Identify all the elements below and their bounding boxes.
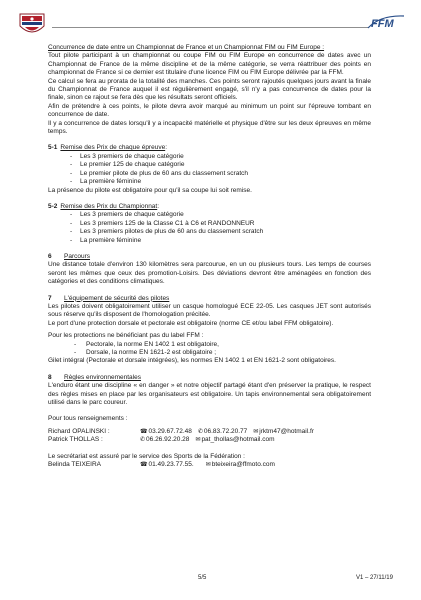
section-title: L'équipement de sécurité des pilotes <box>64 294 170 302</box>
contact-mobile: 06.83.72.20.77 <box>203 427 248 435</box>
intro-title: Concurrence de date entre un Championnat de France et un Championnat FIM ou FIM Europe : <box>48 44 325 51</box>
protection-list <box>48 341 371 358</box>
section-number: 5-2 <box>48 202 58 210</box>
intro-paragraph: Tout pilote participant à un championnat ou coupe FIM ou FIM Europe en concurrence de dates avec un Championnat de France de la même discipline et de la même catégorie, se verra réattribuer des points en championnat de France si ce dernier est titulaire d'une licence FIM ou FIM Europe délivrée par la FFM. <box>48 52 371 77</box>
contact-mobile: 06.26.92.20.28 <box>146 436 190 444</box>
section-title: Règles environnementales <box>64 373 141 381</box>
section-text: Une distance totale d'environ 130 kilomètres sera parcourue, en un ou plusieurs tours. Les temps de courses seront les mêmes que ceux des promotion-Loisirs. Des déviations devront être aménagées en fonction des catégories et des conditions climatiques. <box>48 261 371 286</box>
section-colon: : <box>165 144 167 152</box>
email-icon: ✉ <box>205 461 211 469</box>
contact-email[interactable]: jrktm47@hotmail.fr <box>259 427 314 435</box>
intro-paragraph: Il y a concurrence de dates lorsqu'il y a incapacité matérielle et physique d'être sur les deux épreuves en même temps. <box>48 119 371 136</box>
header-divider <box>52 27 368 28</box>
contacts-intro: Pour tous renseignements : <box>48 415 128 423</box>
ffm-logo-text: FFM <box>371 18 394 30</box>
contact-name: Richard OPALINSKI : <box>48 427 110 435</box>
mobile-phone-icon: ✆ <box>197 427 203 435</box>
mobile-phone-icon: ✆ <box>140 436 146 444</box>
section-text: L'enduro étant une discipline « en danger » et notre objectif partagé étant d'en préserver la pratique, le respect des règles mises en place par les organisateurs est obligatoire. Un tapis environnemental sera obligatoirement utilisé dans le parc coureur. <box>48 382 371 407</box>
section-number: 8 <box>48 373 52 381</box>
document-version: V1 – 27/11/19 <box>356 575 393 581</box>
phone-icon: ☎ <box>140 461 148 469</box>
section-number: 7 <box>48 294 52 302</box>
intro-paragraph: Afin de prétendre à ces points, le pilote devra avoir marqué au minimum un point sur l'épreuve tombant en concurrence de date. <box>48 102 371 119</box>
email-icon: ✉ <box>253 427 259 435</box>
championship-prize-list <box>48 211 371 245</box>
list-item: - Les 3 premiers de chaque catégorie <box>70 211 371 219</box>
prize-note: La présence du pilote est obligatoire pour qu'il sa coupe lui soit remise. <box>48 186 252 194</box>
contact-row <box>48 436 371 444</box>
contact-email[interactable]: pat_thollas@hotmail.com <box>201 436 275 444</box>
section-5-2-heading <box>48 203 371 211</box>
contact-name: Patrick THOLLAS : <box>48 436 103 444</box>
section-8-heading <box>48 374 371 382</box>
email-icon: ✉ <box>195 436 201 444</box>
section-title: Parcours <box>64 252 91 260</box>
intro-paragraph: Ce calcul se fera au prorata de la totalité des manches. Ces points seront rajoutés quelques jours avant la finale du Championnat de France auquel il est régulièrement engagé, s'il n'y a pas concurrence de dates pour la finale, sinon ce rajout se fera dès que les résultats seront officiels. <box>48 77 371 102</box>
section-title: Remise des Prix de chaque épreuve <box>60 144 166 152</box>
section-text: Le port d'une protection dorsale et pectorale est obligatoire (norme CE et/ou label FFM obligatoire). <box>48 319 334 327</box>
list-item: - Les 3 premiers pilotes de plus de 60 ans du classement scratch <box>70 228 371 236</box>
section-text: Les pilotes doivent obligatoirement utiliser un casque homologué ECE 22-05. Les casques JET sont autorisés sous réserve qu'ils disposent de l'homologation précitée. <box>48 302 371 319</box>
club-crest-icon <box>16 10 48 40</box>
contact-row <box>48 428 371 436</box>
list-item: - Pectorale, la norme EN 1402 1 est obligatoire, <box>74 341 371 349</box>
section-colon: : <box>157 202 160 210</box>
section-number: 6 <box>48 252 52 260</box>
list-item: - Les 3 premiers 125 de la Classe C1 à C6 et RANDONNEUR <box>70 220 371 228</box>
phone-icon: ☎ <box>140 427 148 435</box>
section-5-1-heading <box>48 144 371 152</box>
secretariat-text: Le secrétariat est assuré par le service des Sports de la Fédération : <box>48 452 245 460</box>
section-title: Remise des Prix du Championnat <box>60 202 158 210</box>
section-text: Gilet intégral (Pectorale et dorsale intégrées), les normes EN 1402 1 et EN 1621-2 sont obligatoires. <box>48 357 336 365</box>
secretary-name: Belinda TEIXEIRA <box>48 461 101 469</box>
list-item: - La première féminine <box>70 178 371 186</box>
secretary-phone: 01.49.23.77.55. <box>148 461 194 469</box>
section-7-heading <box>48 295 371 303</box>
list-item: - Les 3 premiers de chaque catégorie <box>70 153 371 161</box>
section-6-heading <box>48 253 371 261</box>
prize-list <box>48 153 371 187</box>
page-number: 5/5 <box>198 575 207 581</box>
contact-phone: 03.29.67.72.48 <box>148 427 192 435</box>
section-number: 5-1 <box>48 144 58 152</box>
section-text: Pour les protections ne bénéficiant pas du label FFM : <box>48 332 204 340</box>
list-item: - Dorsale, la norme EN 1621-2 est obligatoire ; <box>74 349 371 357</box>
secretary-email[interactable]: bteixeira@ffmoto.com <box>211 461 275 469</box>
list-item: - Le premier pilote de plus de 60 ans du classement scratch <box>70 170 371 178</box>
list-item: - Le premier 125 de chaque catégorie <box>70 161 371 169</box>
secretary-row <box>48 461 371 469</box>
regulations-content <box>48 44 371 469</box>
list-item: - La première féminine <box>70 237 371 245</box>
ffm-logo <box>366 12 406 32</box>
